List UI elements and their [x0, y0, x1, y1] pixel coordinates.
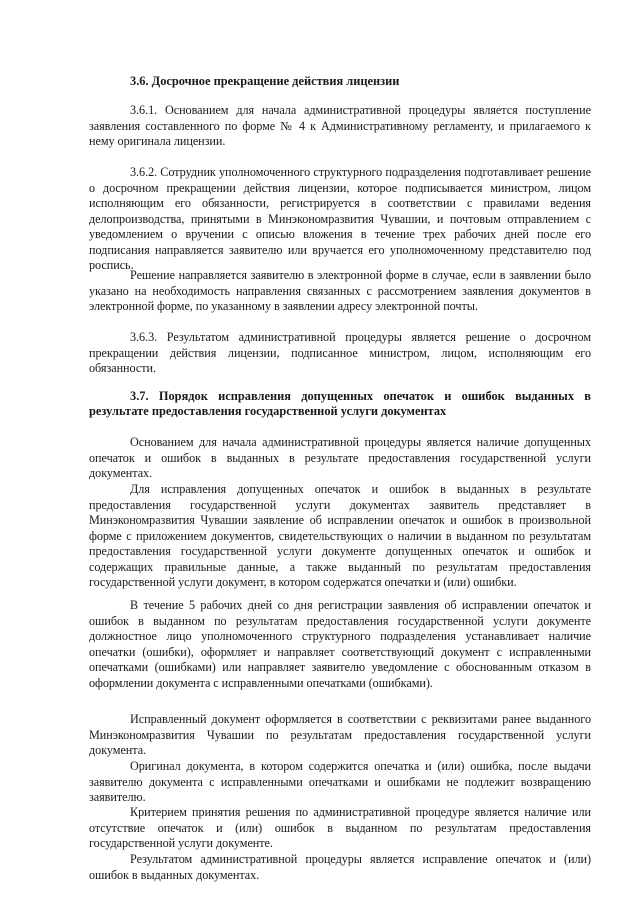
paragraph: 3.6.1. Основанием для начала административной процедуры является поступление заявления составленного по форме № 4 к Административному регламенту, и прилагаемого к нему оригинала лицензии.: [89, 103, 591, 149]
paragraph: Основанием для начала административной процедуры является наличие допущенных опечаток и ошибок в выданных в результате предоставления государственной услуги документах.: [89, 435, 591, 481]
paragraph: Критерием принятия решения по административной процедуре является наличие или отсутствие опечаток и (или) ошибок в выданном по результатам предоставления государственной услуги документе.: [89, 805, 591, 851]
section-heading-3-6: 3.6. Досрочное прекращение действия лицензии: [130, 74, 400, 88]
paragraph: 3.6.2. Сотрудник уполномоченного структурного подразделения подготавливает решение о досрочном прекращении действия лицензии, которое подписывается министром, лицом исполняющим его обязанности, регистрируется в соответствии с правилами ведения делопроизводства, принятыми в Минэкономразвития Чувашии, и почтовым отправлением с уведомлением о вручении с описью вложения в течение трех рабочих дней после его подписания направляется заявителю или вручается его уполномоченному представителю под роспись.: [89, 165, 591, 273]
paragraph: Решение направляется заявителю в электронной форме в случае, если в заявлении было указано на необходимость направления связанных с рассмотрением заявления документов в электронной форме, по указанному в заявлении адресу электронной почты.: [89, 268, 591, 314]
paragraph: Оригинал документа, в котором содержится опечатка и (или) ошибка, после выдачи заявителю документа с исправленными опечатками и ошибками не подлежит возвращению заявителю.: [89, 759, 591, 805]
paragraph: Исправленный документ оформляется в соответствии с реквизитами ранее выданного Минэкономразвития Чувашии по результатам предоставления государственной услуги документа.: [89, 712, 591, 758]
paragraph: Для исправления допущенных опечаток и ошибок в выданных в результате предоставления государственной услуги документах заявитель представляет в Минэкономразвития Чувашии заявление об исправлении опечаток и ошибок в произвольной форме с приложением документов, свидетельствующих о наличии в выданном по результатам предоставления государственной услуги документе допущенных опечаток и ошибок и содержащих правильные данные, а также выданный по результатам предоставления государственной услуги документ, в котором содержатся опечатки и (или) ошибки.: [89, 482, 591, 590]
paragraph: В течение 5 рабочих дней со дня регистрации заявления об исправлении опечаток и ошибок в выданном по результатам предоставления государственной услуги документе должностное лицо уполномоченного структурного подразделения устанавливает наличие опечатки (ошибки), оформляет и направляет соответствующий документ с исправленными опечатками (ошибками) или направляет заявителю уведомление с обоснованным отказом в оформлении документа с исправленными опечатками (ошибками).: [89, 598, 591, 690]
paragraph: Результатом административной процедуры является исправление опечаток и (или) ошибок в выданных документах.: [89, 852, 591, 882]
paragraph: 3.6.3. Результатом административной процедуры является решение о досрочном прекращении действия лицензии, подписанное министром, лицом, исполняющим его обязанности.: [89, 330, 591, 376]
section-heading-3-7: 3.7. Порядок исправления допущенных опечаток и ошибок выданных в результате предоставления государственной услуги документах: [89, 389, 591, 418]
